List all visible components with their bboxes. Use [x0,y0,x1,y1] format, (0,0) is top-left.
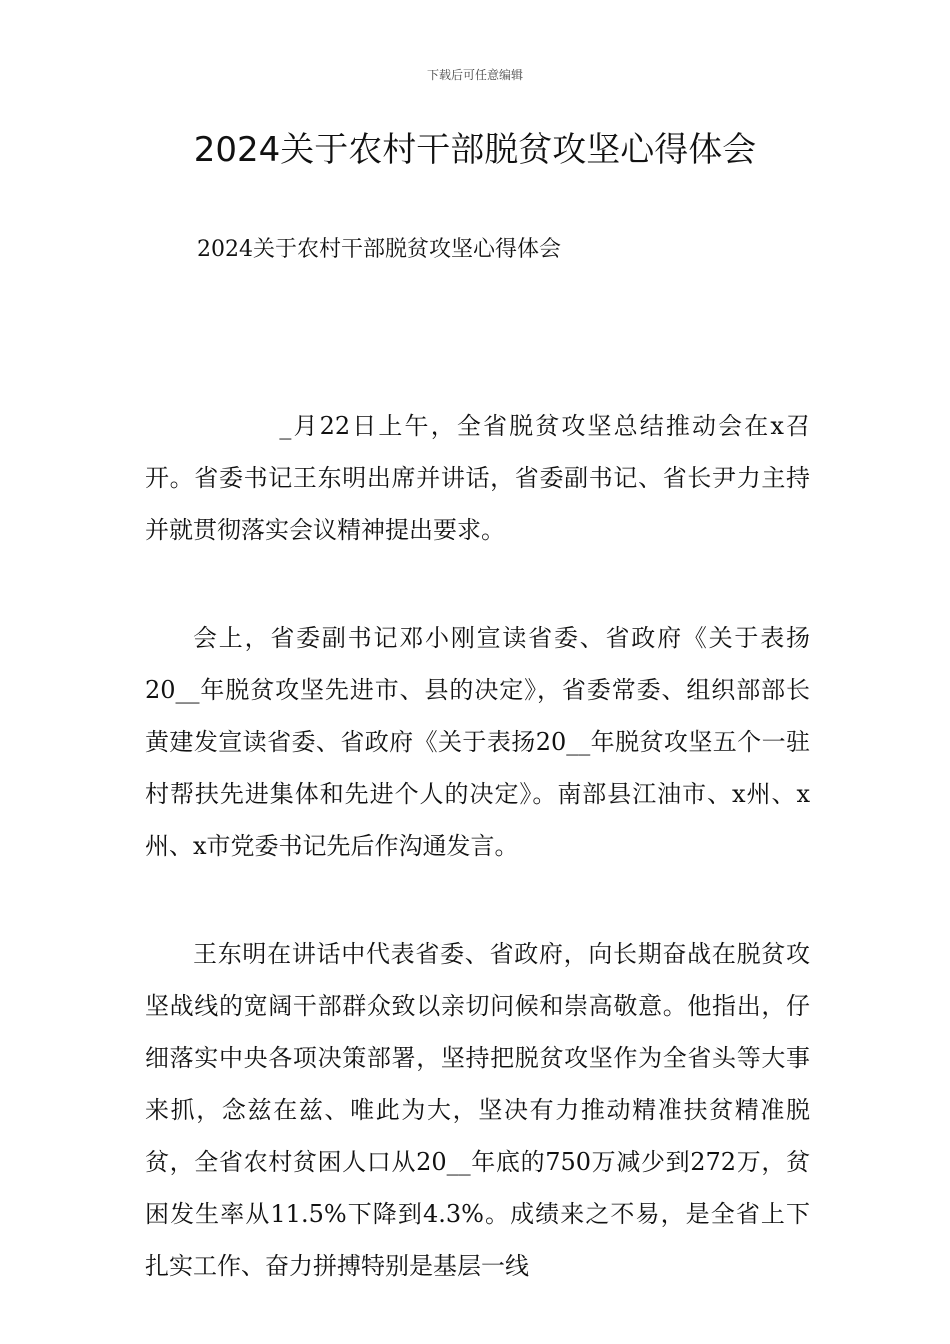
paragraph-3: 王东明在讲话中代表省委、省政府，向长期奋战在脱贫攻坚战线的宽阔干部群众致以亲切问候和崇高敬意。他指出，仔细落实中央各项决策部署，坚持把脱贫攻坚作为全省头等大事来抓，念兹在兹、唯此为大，坚决有力推动精准扶贫精准脱贫，全省农村贫困人口从20__年底的750万减少到272万，贫困发生率从11.5%下降到4.3%。成绩来之不易，是全省上下扎实工作、奋力拼搏特别是基层一线 [145,940,810,1280]
document-title: 2024关于农村干部脱贫攻坚心得体会 [193,130,757,170]
document-body [145,226,810,1292]
paragraph-1: _月22日上午，全省脱贫攻坚总结推动会在x召开。省委书记王东明出席并讲话，省委副书记、省长尹力主持并就贯彻落实会议精神提出要求。 [145,412,810,544]
page-header-note: 下载后可任意编辑 [426,68,523,82]
document-subtitle: 2024关于农村干部脱贫攻坚心得体会 [197,237,561,262]
paragraph-2: 会上，省委副书记邓小刚宣读省委、省政府《关于表扬20__年脱贫攻坚先进市、县的决定》，省委常委、组织部部长黄建发宣读省委、省政府《关于表扬20__年脱贫攻坚五个一驻村帮扶先进集体和先进个人的决定》。南部县江油市、x州、x州、x市党委书记先后作沟通发言。 [145,624,810,860]
